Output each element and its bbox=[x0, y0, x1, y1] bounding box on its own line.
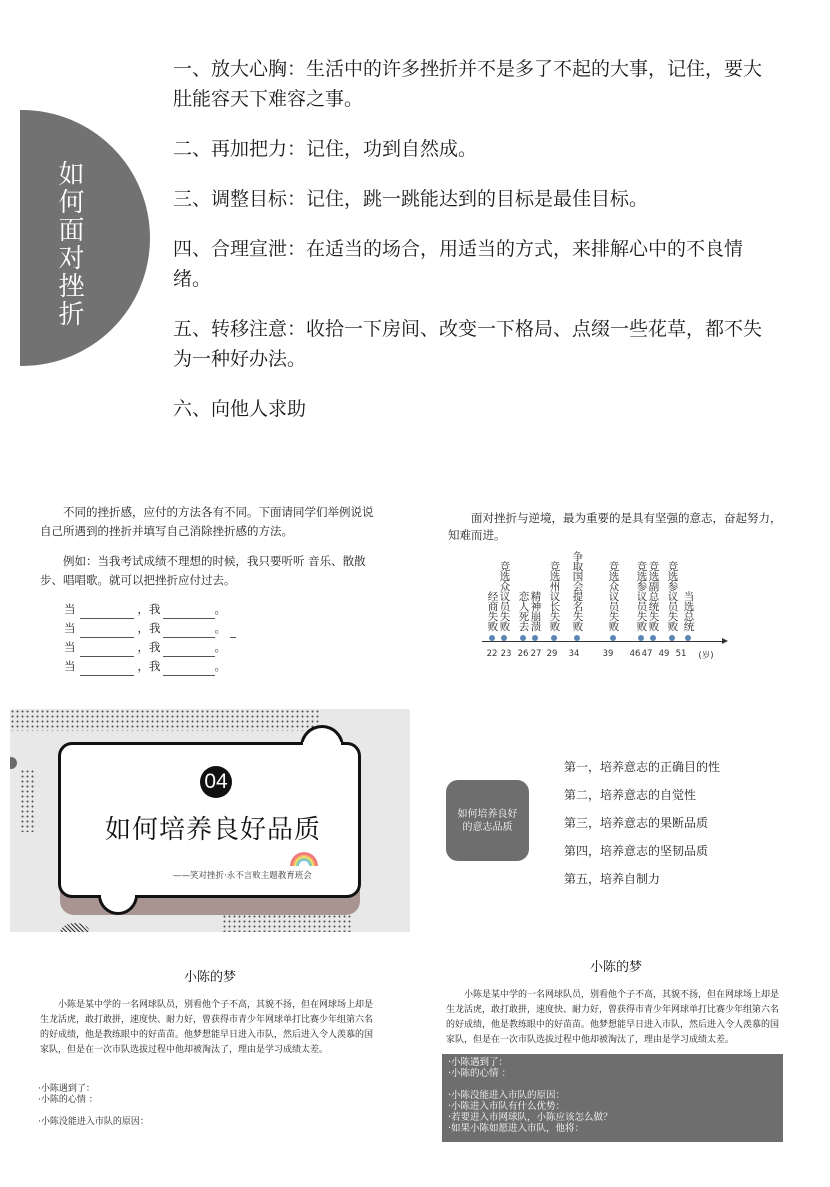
blank-method[interactable] bbox=[163, 663, 215, 676]
fill-prefix: 当 bbox=[64, 640, 76, 654]
willpower-list bbox=[564, 760, 720, 900]
fill-mid: ，我 bbox=[137, 602, 161, 616]
blank-method[interactable] bbox=[163, 625, 215, 638]
event-dot bbox=[520, 635, 526, 641]
timeline-event: 竞选参议员失败 bbox=[635, 561, 647, 641]
fill-prefix: 当 bbox=[64, 621, 76, 635]
timeline-event: 竞选众议员失败 bbox=[607, 561, 619, 641]
activity-intro: 不同的挫折感，应付的方法各有不同。下面请同学们举例说说自己所遇到的挫折并填写自己消除挫折感的方法。 bbox=[40, 505, 374, 538]
event-dot bbox=[489, 635, 495, 641]
age-tick: 29 bbox=[546, 649, 558, 659]
question-item: ·小陈没能进入市队的原因： bbox=[448, 1090, 566, 1101]
fill-row bbox=[64, 657, 375, 676]
timeline-event: 竞选参议员失败 bbox=[666, 561, 678, 641]
tip-item: 二、再加把力：记住，功到自然成。 bbox=[173, 138, 478, 160]
life-timeline bbox=[480, 551, 730, 665]
timeline-axis bbox=[482, 641, 726, 642]
age-tick: 22 bbox=[486, 649, 498, 659]
activity-example: 例如：当我考试成绩不理想的时候，我只要听听 音乐、散散步、唱唱歌。就可以把挫折应付过去。 bbox=[40, 554, 366, 587]
timeline-event: 争取国会提名失败 bbox=[571, 551, 583, 641]
event-dot bbox=[551, 635, 557, 641]
timeline-event: 精神崩溃 bbox=[529, 591, 541, 641]
timeline-event: 竞选州议长失败 bbox=[548, 561, 560, 641]
event-dot bbox=[650, 635, 656, 641]
blank-situation[interactable] bbox=[80, 663, 134, 676]
question-item: ·小陈进入市队有什么优势： bbox=[448, 1101, 566, 1112]
fill-prefix: 当 bbox=[64, 602, 76, 616]
section-title: 如何面对挫折 bbox=[54, 160, 84, 328]
willpower-item: 第三，培养意志的果断品质 bbox=[564, 816, 709, 830]
dot-pattern bbox=[10, 709, 320, 731]
question-item: ·小陈遇到了： bbox=[38, 1084, 95, 1094]
willpower-item: 第一，培养意志的正确目的性 bbox=[564, 760, 721, 774]
tip-item: 六、向他人求助 bbox=[173, 398, 307, 420]
fill-prefix: 当 bbox=[64, 659, 76, 673]
willpower-item: 第二，培养意志的自觉性 bbox=[564, 788, 697, 802]
coping-tips-list bbox=[173, 54, 773, 444]
willpower-item: 第五，培养自制力 bbox=[564, 872, 661, 886]
event-dot bbox=[574, 635, 580, 641]
event-dot bbox=[501, 635, 507, 641]
section-number-badge: 04 bbox=[200, 766, 232, 798]
story-title: 小陈的梦 bbox=[589, 960, 642, 975]
fill-in-rows bbox=[40, 600, 375, 676]
timeline-event: 恋人死去 bbox=[517, 591, 529, 641]
age-tick: 49 bbox=[658, 649, 670, 659]
hatched-circle-decoration bbox=[60, 923, 90, 932]
age-tick: 39 bbox=[602, 649, 614, 659]
fill-row bbox=[64, 638, 375, 657]
blank-method[interactable] bbox=[163, 644, 215, 657]
timeline-event: 经商失败 bbox=[486, 591, 498, 641]
event-dot bbox=[610, 635, 616, 641]
tail-dash bbox=[230, 626, 236, 638]
tip-item: 一、放大心胸：生活中的许多挫折并不是多了不起的大事，记住，要大肚能容天下难容之事。 bbox=[173, 58, 763, 110]
fill-mid: ，我 bbox=[137, 659, 161, 673]
story-panel-right bbox=[446, 958, 786, 1048]
blank-situation[interactable] bbox=[80, 644, 134, 657]
slide-title: 如何培养良好品质 bbox=[105, 815, 322, 845]
fill-end: 。 bbox=[214, 621, 226, 635]
tip-item: 五、转移注意：收拾一下房间、改变一下格局、点缀一些花草，都不失为一种好办法。 bbox=[173, 318, 763, 370]
fill-end: 。 bbox=[214, 602, 226, 616]
question-list-left bbox=[38, 1084, 149, 1128]
tip-item: 三、调整目标：记住，跳一跳能达到的目标是最佳目标。 bbox=[173, 188, 649, 210]
story-body: 小陈是某中学的一名网球队员，别看他个子不高，其貌不扬，但在网球场上却是生龙活虎，敢打敢拼，速度快、耐力好，曾获得市青少年网球单打比赛少年组第六名的好成绩，他是教练眼中的好苗苗。他梦想能早日进入市队，然后进入令人羡慕的国家队，但是在一次市队选拔过程中他却被淘汰了，理由是学习成绩太差。 bbox=[446, 990, 780, 1045]
cover-slide bbox=[10, 709, 410, 932]
age-tick: 23 bbox=[500, 649, 512, 659]
bump-joint bbox=[101, 892, 135, 898]
story-title: 小陈的梦 bbox=[183, 970, 236, 985]
question-item: ·小陈的心情 ： bbox=[38, 1095, 98, 1105]
fill-mid: ，我 bbox=[137, 621, 161, 635]
age-tick: 47 bbox=[641, 649, 653, 659]
willpower-heading: 如何培养良好的意志品质 bbox=[457, 808, 518, 833]
age-tick: 26 bbox=[517, 649, 529, 659]
blank-situation[interactable] bbox=[80, 606, 134, 619]
timeline-event: 竞选副总统失败 bbox=[647, 561, 659, 641]
question-item: ·小陈没能进入市队的原因： bbox=[38, 1117, 149, 1127]
spacer bbox=[38, 1106, 149, 1117]
circle-decoration bbox=[10, 757, 17, 769]
timeline-event: 当选总统 bbox=[682, 591, 694, 641]
question-item: ·小陈遇到了： bbox=[448, 1057, 509, 1068]
question-item: ·若要进入市网球队，小陈应该怎么做？ bbox=[448, 1112, 613, 1123]
fill-row bbox=[64, 600, 375, 619]
willpower-heading-box bbox=[446, 780, 529, 861]
dot-pattern bbox=[20, 769, 34, 832]
age-unit: (岁) bbox=[698, 651, 714, 661]
fill-end: 。 bbox=[214, 640, 226, 654]
question-item: ·如果小陈如愿进入市队，他将： bbox=[448, 1123, 585, 1134]
blank-situation[interactable] bbox=[80, 625, 134, 638]
age-tick: 34 bbox=[568, 649, 580, 659]
age-tick: 27 bbox=[530, 649, 542, 659]
slide-subtitle: ——笑对挫折·永不言败主题教育班会 bbox=[173, 871, 312, 881]
fill-row bbox=[64, 619, 375, 638]
event-dot bbox=[532, 635, 538, 641]
fill-end: 。 bbox=[214, 659, 226, 673]
question-list-right bbox=[442, 1054, 783, 1142]
willpower-item: 第四，培养意志的坚韧品质 bbox=[564, 844, 709, 858]
story-panel-left bbox=[40, 968, 380, 1058]
event-dot bbox=[685, 635, 691, 641]
spacer bbox=[448, 1079, 777, 1090]
event-dot bbox=[669, 635, 675, 641]
axis-arrow-icon bbox=[722, 638, 728, 644]
bump-joint bbox=[303, 742, 341, 748]
age-tick: 51 bbox=[675, 649, 687, 659]
tip-item: 四、合理宣泄：在适当的场合，用适当的方式，来排解心中的不良情绪。 bbox=[173, 238, 744, 290]
timeline-event: 竞选众议员失败 bbox=[498, 561, 510, 641]
story-body: 小陈是某中学的一名网球队员，别看他个子不高，其貌不扬，但在网球场上却是生龙活虎，敢打敢拼，速度快、耐力好，曾获得市青少年网球单打比赛少年组第六名的好成绩，他是教练眼中的好苗苗。他梦想能早日进入市队，然后进入令人羡慕的国家队，但是在一次市队选拔过程中他却被淘汰了，理由是学习成绩太差。 bbox=[40, 1000, 374, 1055]
question-item: ·小陈的心情 ： bbox=[448, 1068, 512, 1079]
event-dot bbox=[638, 635, 644, 641]
fill-mid: ，我 bbox=[137, 640, 161, 654]
blank-method[interactable] bbox=[163, 606, 215, 619]
activity-panel bbox=[40, 503, 375, 676]
section-title-shape bbox=[20, 110, 150, 366]
timeline-intro: 面对挫折与逆境，最为重要的是具有坚强的意志，奋起努力，知难而进。 bbox=[448, 511, 782, 542]
age-tick: 46 bbox=[629, 649, 641, 659]
